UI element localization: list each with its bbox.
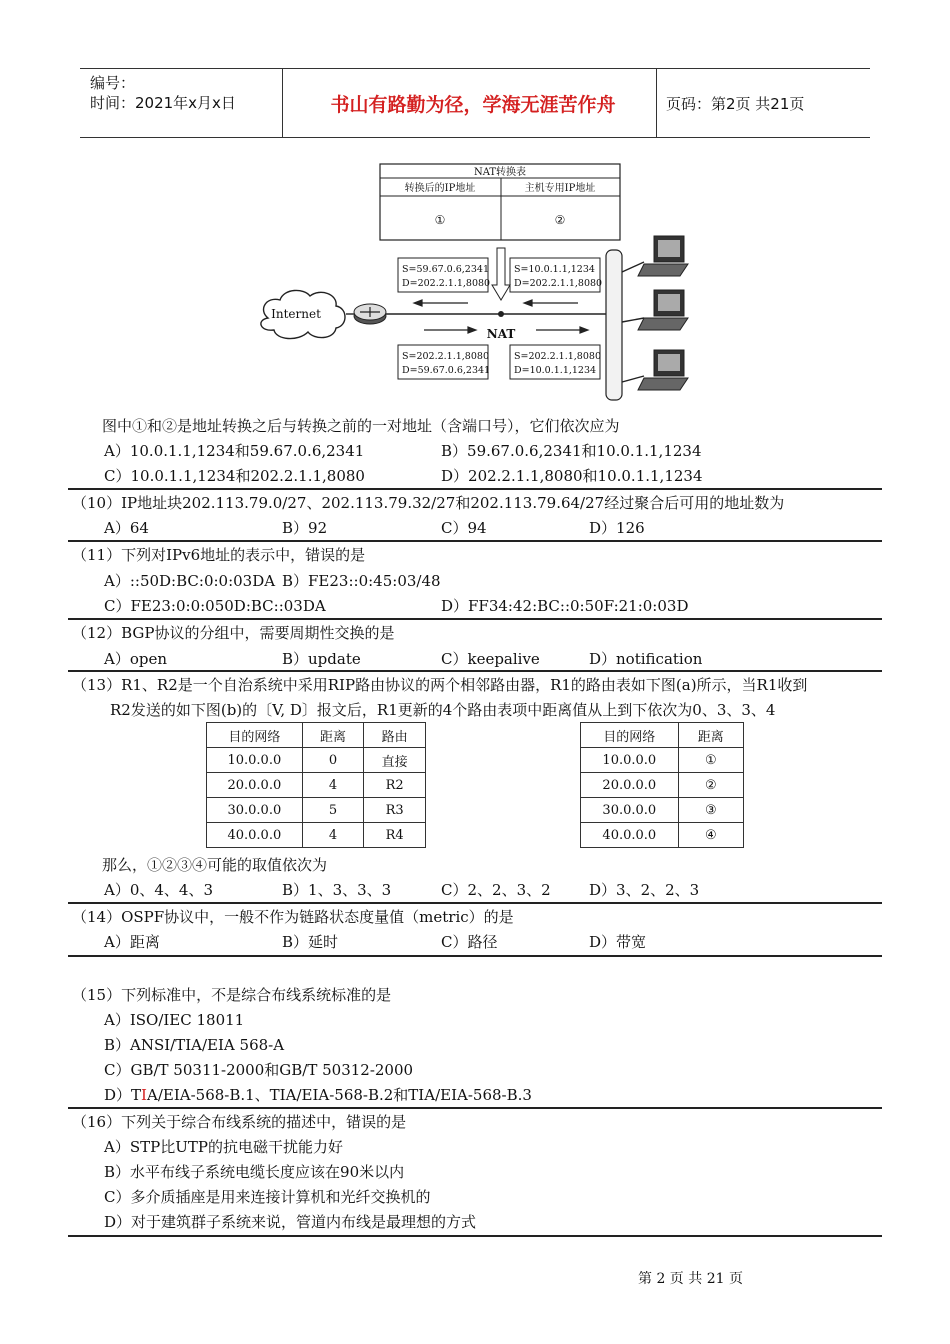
footer-page-number: 第 2 页 共 21 页 <box>638 1271 743 1287</box>
q14-option-c: C）路径 <box>441 933 498 951</box>
table-header: 距离 <box>302 723 364 748</box>
q16-stem: （16）下列关于综合布线系统的描述中，错误的是 <box>72 1113 407 1131</box>
table-cell: ③ <box>678 798 743 823</box>
table-cell: 20.0.0.0 <box>581 773 679 798</box>
computer-icon <box>622 350 688 390</box>
addr-box-tl-src: S=59.67.0.6,2341 <box>402 264 489 275</box>
table-row <box>207 773 426 798</box>
computer-icon <box>622 236 688 276</box>
q9-option-a: A）10.0.1.1,1234和59.67.0.6,2341 <box>104 442 365 460</box>
divider <box>68 488 882 490</box>
table-header: 距离 <box>678 723 743 748</box>
table-cell: 5 <box>302 798 364 823</box>
table-cell: 10.0.0.0 <box>581 748 679 773</box>
table-row <box>581 823 744 848</box>
q15-option-d-rest: A/EIA-568-B.1、TIA/EIA-568-B.2和TIA/EIA-568-B.3 <box>146 1086 532 1104</box>
table-cell: 4 <box>302 823 364 848</box>
q13-ask: 那么，①②③④可能的取值依次为 <box>102 856 328 874</box>
q10-option-b: B）92 <box>282 519 328 537</box>
table-header: 路由 <box>364 723 426 748</box>
table-row <box>207 748 426 773</box>
nat-col-private: 主机专用IP地址 <box>524 183 596 194</box>
page-header <box>80 68 870 138</box>
nat-col-translated: 转换后的IP地址 <box>404 183 476 194</box>
table-cell: 30.0.0.0 <box>581 798 679 823</box>
q13-stem-line2: R2发送的如下图(b)的〔V, D〕报文后，R1更新的4个路由表项中距离值从上到下依次为0、3、3、4 <box>110 701 776 719</box>
q10-option-c: C）94 <box>441 519 487 537</box>
q12-stem: （12）BGP协议的分组中，需要周期性交换的是 <box>72 624 395 642</box>
table-header-row <box>581 723 744 748</box>
q16-option-a: A）STP比UTP的抗电磁干扰能力好 <box>104 1138 343 1156</box>
header-page-info: 页码：第2页 共21页 <box>666 95 805 113</box>
table-cell: 20.0.0.0 <box>207 773 303 798</box>
switch-bus-icon <box>606 250 622 400</box>
table-cell: 40.0.0.0 <box>581 823 679 848</box>
table-cell: 10.0.0.0 <box>207 748 303 773</box>
divider <box>68 1235 882 1237</box>
internet-label: Internet <box>271 307 321 321</box>
q16-option-c: C）多介质插座是用来连接计算机和光纤交换机的 <box>104 1188 431 1206</box>
q12-option-b: B）update <box>282 650 361 668</box>
q14-option-a: A）距离 <box>104 933 160 951</box>
q14-option-d: D）带宽 <box>589 933 647 951</box>
header-divider <box>656 69 657 137</box>
addr-box-tr-dst: D=202.2.1.1,8080 <box>514 278 603 289</box>
divider <box>68 955 882 957</box>
q11-option-a: A）::50D:BC:0:0:03DA <box>104 572 276 590</box>
table-cell: 40.0.0.0 <box>207 823 303 848</box>
table-cell: ① <box>678 748 743 773</box>
q10-stem: （10）IP地址块202.113.79.0/27、202.113.79.32/27和202.113.79.64/27经过聚合后可用的地址数为 <box>72 494 785 512</box>
q16-option-d: D）对于建筑群子系统来说，管道内布线是最理想的方式 <box>104 1213 477 1231</box>
addr-box-tr-src: S=10.0.1.1,1234 <box>514 264 595 275</box>
table-cell: R4 <box>364 823 426 848</box>
q11-stem: （11）下列对IPv6地址的表示中，错误的是 <box>72 546 366 564</box>
q12-option-c: C）keepalive <box>441 650 540 668</box>
q12-option-d: D）notification <box>589 650 703 668</box>
table-row <box>581 773 744 798</box>
table-cell: 0 <box>302 748 364 773</box>
nat-label: NAT <box>486 327 516 341</box>
divider <box>68 540 882 542</box>
q15-option-d-highlight: I <box>141 1086 147 1104</box>
down-arrow-icon <box>492 248 510 300</box>
q15-option-d-prefix: D）T <box>104 1086 142 1104</box>
q15-option-b: B）ANSI/TIA/EIA 568-A <box>104 1036 285 1054</box>
routing-table-b <box>580 722 744 848</box>
addr-box-bl-src: S=202.2.1.1,8080 <box>402 351 489 362</box>
nat-table-title: NAT转换表 <box>473 167 527 178</box>
time-label: 时间：2021年x月x日 <box>90 94 236 112</box>
nat-diagram <box>248 160 700 410</box>
table-cell: 4 <box>302 773 364 798</box>
table-row <box>581 748 744 773</box>
q10-option-a: A）64 <box>104 519 149 537</box>
addr-box-tl-dst: D=202.2.1.1,8080 <box>402 278 491 289</box>
q9-option-d: D）202.2.1.1,8080和10.0.1.1,1234 <box>441 467 703 485</box>
nat-mark-1: ① <box>434 213 446 227</box>
number-label: 编号： <box>90 74 136 92</box>
table-header-row <box>207 723 426 748</box>
table-cell: R3 <box>364 798 426 823</box>
addr-box-bl-dst: D=59.67.0.6,2341 <box>402 365 491 376</box>
header-left <box>90 73 236 113</box>
q13-option-b: B）1、3、3、3 <box>282 881 392 899</box>
table-cell: ② <box>678 773 743 798</box>
table-header: 目的网络 <box>207 723 303 748</box>
divider <box>68 670 882 672</box>
q12-option-a: A）open <box>104 650 168 668</box>
table-row <box>581 798 744 823</box>
q15-stem: （15）下列标准中，不是综合布线系统标准的是 <box>72 986 392 1004</box>
addr-box-br-dst: D=10.0.1.1,1234 <box>514 365 597 376</box>
routing-table-a <box>206 722 426 848</box>
table-cell: ④ <box>678 823 743 848</box>
divider <box>68 902 882 904</box>
router-icon <box>354 304 386 324</box>
q16-option-b: B）水平布线子系统电缆长度应该在90米以内 <box>104 1163 405 1181</box>
q15-option-c: C）GB/T 50311-2000和GB/T 50312-2000 <box>104 1061 414 1079</box>
q9-stem: 图中①和②是地址转换之后与转换之前的一对地址（含端口号），它们依次应为 <box>102 417 620 435</box>
left-arrow-icon <box>414 300 578 306</box>
q13-option-a: A）0、4、4、3 <box>104 881 214 899</box>
q15-option-d <box>104 1085 532 1105</box>
table-row <box>207 798 426 823</box>
nat-mark-2: ② <box>554 213 566 227</box>
header-motto: 书山有路勤为径，学海无涯苦作舟 <box>330 93 616 116</box>
divider <box>68 618 882 620</box>
table-cell: R2 <box>364 773 426 798</box>
q13-option-c: C）2、2、3、2 <box>441 881 551 899</box>
header-divider <box>282 69 283 137</box>
q9-option-b: B）59.67.0.6,2341和10.0.1.1,1234 <box>441 442 702 460</box>
table-cell: 30.0.0.0 <box>207 798 303 823</box>
q10-option-d: D）126 <box>589 519 645 537</box>
internet-cloud-icon <box>261 290 345 338</box>
q11-option-c: C）FE23:0:0:050D:BC::03DA <box>104 597 326 615</box>
q11-option-b: B）FE23::0:45:03/48 <box>282 572 441 590</box>
q14-option-b: B）延时 <box>282 933 339 951</box>
divider <box>68 1107 882 1109</box>
table-header: 目的网络 <box>581 723 679 748</box>
q15-option-a: A）ISO/IEC 18011 <box>104 1011 245 1029</box>
addr-box-br-src: S=202.2.1.1,8080 <box>514 351 601 362</box>
table-row <box>207 823 426 848</box>
nat-node-icon <box>498 311 504 317</box>
q9-option-c: C）10.0.1.1,1234和202.2.1.1,8080 <box>104 467 365 485</box>
q13-option-d: D）3、2、2、3 <box>589 881 700 899</box>
q13-stem-line1: （13）R1、R2是一个自治系统中采用RIP路由协议的两个相邻路由器，R1的路由表如下图(a)所示，当R1收到 <box>72 676 808 694</box>
q14-stem: （14）OSPF协议中，一般不作为链路状态度量值（metric）的是 <box>72 908 514 926</box>
q11-option-d: D）FF34:42:BC::0:50F:21:0:03D <box>441 597 689 615</box>
computer-icon <box>622 290 688 330</box>
table-cell: 直接 <box>364 748 426 773</box>
